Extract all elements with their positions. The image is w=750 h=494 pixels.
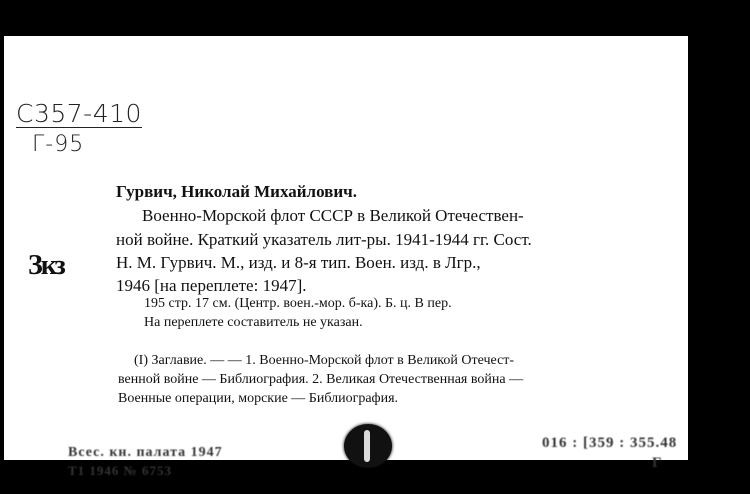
collation-line: 195 стр. 17 см. (Центр. воен.-мор. б-ка). Б. ц. В пер. (144, 296, 452, 311)
author-heading: Гурвич, Николай Михайлович. (116, 182, 357, 201)
printer-line-1: Всес. кн. палата 1947 (68, 445, 223, 460)
note-line: На переплете составитель не указан. (144, 315, 363, 330)
tracing-line-2: венной войне — Библиография. 2. Великая Отечественная война — (118, 372, 524, 387)
punch-hole (344, 424, 392, 468)
call-number-line1: C357-410 (16, 99, 142, 128)
title-line-1: Военно-Морской флот СССР в Великой Отечествен- (142, 206, 524, 225)
title-line-3: Н. М. Гурвич. М., изд. и 8-я тип. Воен. изд. в Лгр., (116, 253, 481, 272)
author-mark: Г (652, 455, 663, 471)
catalog-card (4, 36, 688, 478)
tracing-line-1: (I) Заглавие. — — 1. Военно-Морской флот в Великой Отечест- (134, 353, 515, 368)
title-line-2: ной войне. Краткий указатель лит-ры. 1941-1944 гг. Сост. (116, 230, 532, 249)
stamp-mark: Зкз (28, 250, 64, 281)
printer-line-2: Т1 1946 № 6753 (68, 463, 172, 478)
title-line-4: 1946 [на переплете: 1947]. (116, 276, 307, 295)
call-number-line2: Г-95 (32, 132, 85, 157)
classification-number: 016 : [359 : 355.48 (542, 435, 678, 451)
tracing-line-3: Военные операции, морские — Библиография. (118, 391, 399, 406)
